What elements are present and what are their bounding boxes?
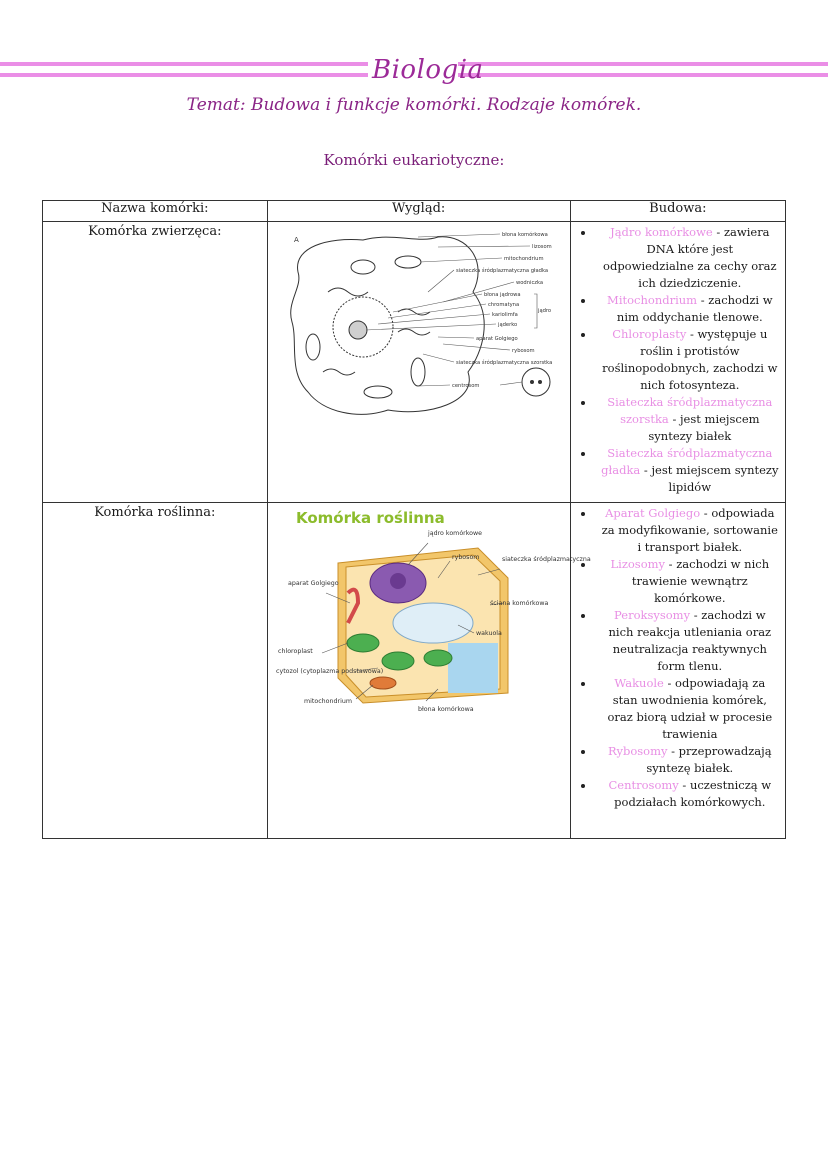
cytosol-shape bbox=[448, 643, 498, 693]
animal-cell-structure bbox=[570, 222, 785, 503]
list-item bbox=[575, 743, 779, 777]
label-centrosome: centrosom bbox=[451, 383, 480, 389]
label-rough-er: siateczka śródplazmatyczna szorstka bbox=[455, 360, 552, 366]
centrosome-detail bbox=[522, 368, 550, 396]
er-shape-3 bbox=[398, 329, 430, 335]
figure-corner-label: A bbox=[293, 236, 299, 244]
mitochondrion-shape-4 bbox=[411, 358, 425, 386]
part-text: - jest miejscem syntezy lipidów bbox=[640, 463, 779, 494]
stripe-left-bottom bbox=[0, 73, 368, 77]
part-term: Centrosomy bbox=[608, 778, 679, 792]
list-item bbox=[575, 505, 779, 556]
part-term: Lizosomy bbox=[610, 557, 666, 571]
label-vacuole: wodniczka bbox=[515, 280, 543, 286]
part-text: - odpowiadają za stan uwodnienia komórek, oraz biorą udział w procesie trawienia bbox=[607, 676, 773, 741]
label-smooth-er: siateczka śródplazmatyczna gładka bbox=[455, 268, 548, 274]
stripe-right-bottom bbox=[458, 73, 828, 77]
part-term: Chloroplasty bbox=[612, 327, 687, 341]
part-text: - przeprowadzają syntezę białek. bbox=[646, 744, 772, 775]
plant-parts-list bbox=[575, 505, 779, 811]
chloroplast-shape-2 bbox=[382, 652, 414, 670]
er-shape-1 bbox=[328, 288, 368, 296]
nucleolus-shape bbox=[349, 321, 367, 339]
vacuole-shape bbox=[393, 603, 473, 643]
list-item bbox=[575, 777, 779, 811]
part-text: - zachodzi w nich reakcja utleniania oraz neutralizacja reaktywnych form tlenu. bbox=[608, 608, 772, 673]
plant-cell-structure bbox=[570, 503, 785, 839]
mitochondrion-shape-5 bbox=[364, 386, 392, 398]
topic-line: Temat: Budowa i funkcje komórki. Rodzaje komórek. bbox=[186, 95, 642, 115]
plant-cell-figure bbox=[267, 503, 591, 839]
part-text: - jest miejscem syntezy białek bbox=[648, 412, 760, 443]
stripe-right-top bbox=[458, 62, 828, 66]
label-cytosol: cytozol (cytoplazma podstawowa) bbox=[275, 668, 383, 675]
label-nuclear-envelope: błona jądrowa bbox=[483, 292, 521, 298]
list-item bbox=[575, 675, 779, 743]
label-golgi: aparat Golgiego bbox=[475, 336, 518, 342]
label-vacuole: wakuola bbox=[475, 630, 502, 637]
label-er: siateczka śródplazmatyczna bbox=[501, 556, 591, 563]
part-term: Siateczka śródplazmatyczna szorstka bbox=[607, 395, 773, 426]
plant-cell-name: Komórka roślinna: bbox=[43, 503, 268, 839]
label-nucleus: jądro bbox=[537, 308, 551, 314]
nucleolus-shape bbox=[390, 573, 406, 589]
mitochondrion-shape bbox=[370, 677, 396, 689]
label-lysosome: lizosom bbox=[531, 244, 552, 250]
part-text: - występuje u roślin i protistów roślinopodobnych, zachodzi w nich fotosynteza. bbox=[602, 327, 778, 392]
part-text: - uczestniczą w podziałach komórkowych. bbox=[614, 778, 772, 809]
animal-cell-diagram bbox=[268, 222, 570, 422]
label-chromatin: chromatyna bbox=[487, 302, 519, 308]
label-cell-membrane: błona komórkowa bbox=[417, 706, 474, 713]
header-appearance: Wygląd: bbox=[267, 201, 570, 222]
part-term: Mitochondrium bbox=[607, 293, 698, 307]
list-item bbox=[575, 445, 779, 496]
list-item bbox=[575, 394, 779, 445]
part-term: Aparat Golgiego bbox=[605, 506, 701, 520]
part-text: - zachodzi w nich trawienie wewnątrz komórkowe. bbox=[631, 557, 770, 605]
label-mitochondrion: mitochondrium bbox=[303, 698, 352, 705]
mitochondrion-shape-1 bbox=[351, 260, 375, 274]
cell-comparison-table bbox=[42, 200, 786, 839]
mitochondrion-shape-2 bbox=[395, 256, 421, 268]
part-term: Siateczka śródplazmatyczna gładka bbox=[601, 446, 773, 477]
label-golgi: aparat Golgiego bbox=[287, 580, 339, 587]
subject-title: Biologia bbox=[372, 55, 484, 85]
label-mitochondrion: mitochondrium bbox=[503, 256, 544, 262]
list-item bbox=[575, 326, 779, 394]
label-ribosome: rybosom bbox=[511, 348, 535, 354]
table-row-animal bbox=[43, 222, 786, 503]
part-term: Wakuole bbox=[614, 676, 664, 690]
label-cell-membrane: błona komórkowa bbox=[501, 232, 548, 238]
chloroplast-shape-1 bbox=[347, 634, 379, 652]
page-header bbox=[0, 52, 828, 92]
part-term: Rybosomy bbox=[608, 744, 668, 758]
label-ribosome: rybosom bbox=[451, 554, 480, 561]
section-title: Komórki eukariotyczne: bbox=[323, 151, 505, 169]
mitochondrion-shape-3 bbox=[306, 334, 320, 360]
label-cell-wall: ściana komórkowa bbox=[489, 600, 548, 607]
list-item bbox=[575, 292, 779, 326]
animal-cell-name: Komórka zwierzęca: bbox=[43, 222, 268, 503]
animal-cell-figure bbox=[267, 222, 570, 503]
part-term: Jądro komórkowe bbox=[610, 225, 713, 239]
plant-cell-diagram bbox=[268, 503, 591, 723]
plant-figure-title: Komórka roślinna bbox=[295, 509, 445, 527]
part-text: - zachodzi w nim oddychanie tlenowe. bbox=[616, 293, 773, 324]
label-nucleolus: jąderko bbox=[497, 322, 517, 328]
list-item bbox=[575, 607, 779, 675]
table-row-plant bbox=[43, 503, 786, 839]
header-structure: Budowa: bbox=[570, 201, 785, 222]
list-item bbox=[575, 224, 779, 292]
er-shape-4 bbox=[323, 369, 355, 375]
animal-parts-list bbox=[575, 224, 779, 496]
label-karyolymph: kariolimfa bbox=[491, 312, 518, 318]
stripe-left-top bbox=[0, 62, 368, 66]
label-nucleus: jądro komórkowe bbox=[427, 530, 482, 537]
label-chloroplast: chloroplast bbox=[277, 648, 313, 655]
chloroplast-shape-3 bbox=[424, 650, 452, 666]
table-header-row bbox=[43, 201, 786, 222]
header-name: Nazwa komórki: bbox=[43, 201, 268, 222]
part-term: Peroksysomy bbox=[614, 608, 691, 622]
list-item bbox=[575, 556, 779, 607]
part-text: - zawiera DNA które jest odpowiedzialne za cechy oraz ich dziedziczenie. bbox=[603, 225, 777, 290]
part-text: - odpowiada za modyfikowanie, sortowanie i transport białek. bbox=[601, 506, 778, 554]
